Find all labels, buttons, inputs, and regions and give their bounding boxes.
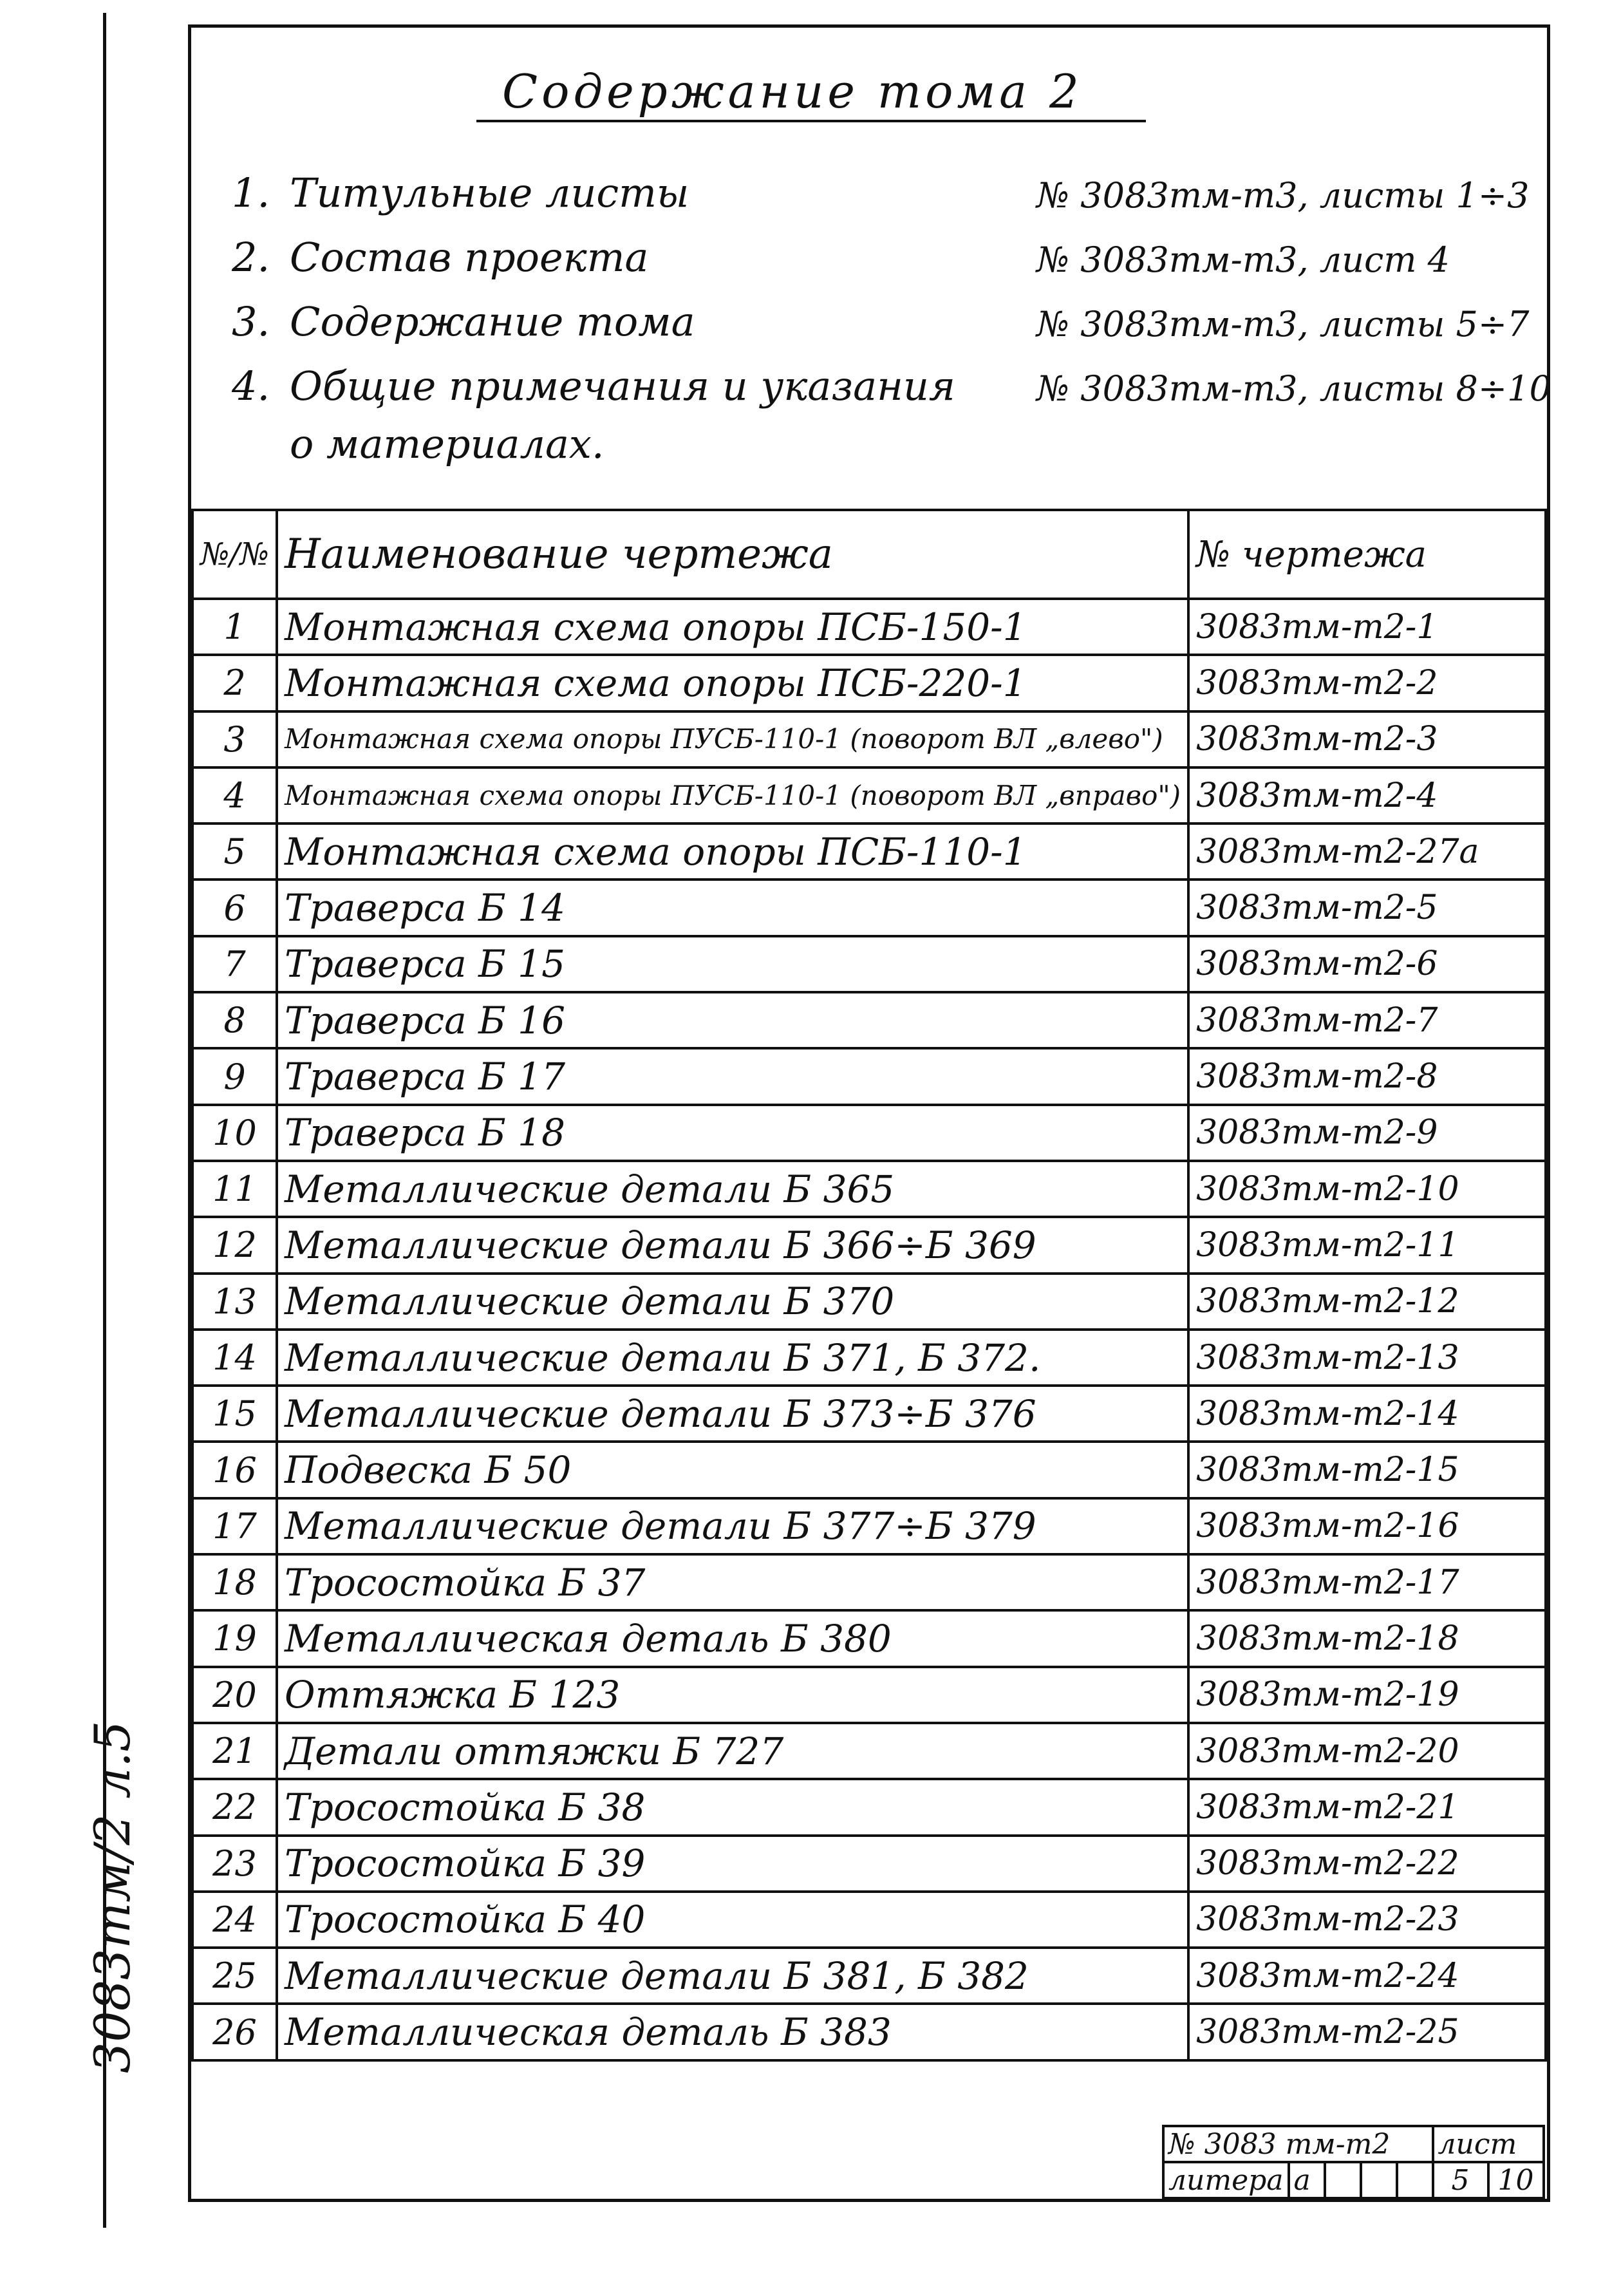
table-row — [192, 1442, 1546, 1498]
toc-item-text: Титульные листы — [290, 169, 689, 216]
drawing-name-cell: Металлические детали Б 365 — [277, 1161, 1188, 1217]
drawing-number-cell: 3083тм-т2-9 — [1188, 1105, 1546, 1161]
toc-item-continuation: о материалах. — [290, 420, 604, 467]
side-inventory-stamp: 3083тм/2 л.5 — [84, 1720, 141, 2073]
table-row — [192, 1779, 1546, 1835]
drawing-number-cell: 3083тм-т2-7 — [1188, 992, 1546, 1048]
toc-item-ref: № 3083тм-т3, листы 1÷3 — [1036, 175, 1530, 216]
row-number-cell: 14 — [192, 1330, 277, 1386]
stamp-litera-label: литера — [1163, 2162, 1289, 2198]
drawing-name-cell: Траверса Б 17 — [277, 1048, 1188, 1104]
drawing-number-cell: 3083тм-т2-5 — [1188, 880, 1546, 936]
row-number-cell: 17 — [192, 1498, 277, 1554]
title-block-stamp — [1162, 2125, 1545, 2199]
drawing-name-cell: Монтажная схема опоры ПУСБ-110-1 (поворот ВЛ „вправо") — [277, 767, 1188, 823]
header-drawing-number: № чертежа — [1188, 510, 1546, 599]
table-row — [192, 711, 1546, 767]
drawing-number-cell: 3083тм-т2-21 — [1188, 1779, 1546, 1835]
drawing-number-cell: 3083тм-т2-25 — [1188, 2004, 1546, 2060]
drawing-number-cell: 3083тм-т2-12 — [1188, 1274, 1546, 1330]
table-row — [192, 992, 1546, 1048]
stamp-litera-value: а — [1289, 2162, 1325, 2198]
row-number-cell: 12 — [192, 1217, 277, 1273]
drawing-number-cell: 3083тм-т2-19 — [1188, 1667, 1546, 1723]
table-row — [192, 1610, 1546, 1666]
toc-item-ref: № 3083тм-т3, листы 8÷10 — [1036, 368, 1551, 409]
drawing-name-cell: Монтажная схема опоры ПСБ-110-1 — [277, 823, 1188, 880]
drawing-name-cell: Металлические детали Б 373÷Б 376 — [277, 1386, 1188, 1442]
row-number-cell: 7 — [192, 936, 277, 992]
row-number-cell: 6 — [192, 880, 277, 936]
stamp-doc-number: № 3083 тм-т2 — [1163, 2126, 1433, 2162]
drawing-number-cell: 3083тм-т2-3 — [1188, 711, 1546, 767]
drawing-name-cell: Металлическая деталь Б 380 — [277, 1610, 1188, 1666]
drawing-name-cell: Тросостойка Б 40 — [277, 1892, 1188, 1948]
drawing-number-cell: 3083тм-т2-27а — [1188, 823, 1546, 880]
header-drawing-name: Наименование чертежа — [277, 510, 1188, 599]
table-row — [192, 1723, 1546, 1779]
table-row — [192, 2004, 1546, 2060]
drawing-name-cell: Траверса Б 14 — [277, 880, 1188, 936]
row-number-cell: 11 — [192, 1161, 277, 1217]
drawing-name-cell: Траверса Б 15 — [277, 936, 1188, 992]
row-number-cell: 3 — [192, 711, 277, 767]
toc-item — [232, 361, 955, 412]
stamp-sheets-total: 10 — [1488, 2162, 1544, 2198]
drawing-name-cell: Металлические детали Б 381, Б 382 — [277, 1948, 1188, 2004]
table-row — [192, 1554, 1546, 1610]
row-number-cell: 9 — [192, 1048, 277, 1104]
table-row — [192, 1161, 1546, 1217]
toc-item-number: 2. — [232, 234, 270, 281]
table-body — [192, 599, 1546, 2060]
table-row — [192, 1105, 1546, 1161]
table-row — [192, 1386, 1546, 1442]
drawing-name-cell: Металлические детали Б 371, Б 372. — [277, 1330, 1188, 1386]
row-number-cell: 2 — [192, 655, 277, 711]
stamp-sheet-label: лист — [1433, 2126, 1544, 2162]
table-row — [192, 655, 1546, 711]
drawing-number-cell: 3083тм-т2-13 — [1188, 1330, 1546, 1386]
row-number-cell: 25 — [192, 1948, 277, 2004]
row-number-cell: 26 — [192, 2004, 277, 2060]
row-number-cell: 23 — [192, 1836, 277, 1892]
row-number-cell: 5 — [192, 823, 277, 880]
stamp-sheet-number: 5 — [1433, 2162, 1488, 2198]
table-row — [192, 823, 1546, 880]
toc-item-ref: № 3083тм-т3, лист 4 — [1036, 240, 1450, 280]
drawing-number-cell: 3083тм-т2-1 — [1188, 599, 1546, 655]
drawing-name-cell: Тросостойка Б 38 — [277, 1779, 1188, 1835]
table-row — [192, 767, 1546, 823]
toc-item-text: Состав проекта — [290, 234, 649, 281]
drawing-number-cell: 3083тм-т2-10 — [1188, 1161, 1546, 1217]
drawing-name-cell: Тросостойка Б 37 — [277, 1554, 1188, 1610]
drawing-number-cell: 3083тм-т2-17 — [1188, 1554, 1546, 1610]
drawing-number-cell: 3083тм-т2-23 — [1188, 1892, 1546, 1948]
drawing-name-cell: Подвеска Б 50 — [277, 1442, 1188, 1498]
row-number-cell: 4 — [192, 767, 277, 823]
table-header-row — [192, 510, 1546, 599]
row-number-cell: 16 — [192, 1442, 277, 1498]
row-number-cell: 24 — [192, 1892, 277, 1948]
toc-item-number: 4. — [232, 362, 270, 409]
drawing-number-cell: 3083тм-т2-11 — [1188, 1217, 1546, 1273]
toc-item-text: Общие примечания и указания — [290, 362, 955, 409]
drawing-number-cell: 3083тм-т2-2 — [1188, 655, 1546, 711]
row-number-cell: 20 — [192, 1667, 277, 1723]
row-number-cell: 21 — [192, 1723, 277, 1779]
drawing-number-cell: 3083тм-т2-18 — [1188, 1610, 1546, 1666]
row-number-cell: 13 — [192, 1274, 277, 1330]
table-row — [192, 880, 1546, 936]
drawing-name-cell: Детали оттяжки Б 727 — [277, 1723, 1188, 1779]
drawing-name-cell: Монтажная схема опоры ПСБ-220-1 — [277, 655, 1188, 711]
drawing-number-cell: 3083тм-т2-22 — [1188, 1836, 1546, 1892]
drawing-number-cell: 3083тм-т2-15 — [1188, 1442, 1546, 1498]
drawing-name-cell: Траверса Б 16 — [277, 992, 1188, 1048]
toc-item-text: Содержание тома — [290, 298, 695, 345]
toc-item — [232, 167, 689, 219]
toc-item-number: 3. — [232, 298, 270, 345]
table-row — [192, 1892, 1546, 1948]
row-number-cell: 10 — [192, 1105, 277, 1161]
row-number-cell: 18 — [192, 1554, 277, 1610]
toc-item-number: 1. — [232, 169, 270, 216]
row-number-cell: 22 — [192, 1779, 277, 1835]
title-underline — [476, 120, 1146, 122]
table-row — [192, 1330, 1546, 1386]
toc-item — [232, 296, 695, 348]
stamp-empty-cell — [1325, 2162, 1361, 2198]
drawing-name-cell: Траверса Б 18 — [277, 1105, 1188, 1161]
drawing-name-cell: Тросостойка Б 39 — [277, 1836, 1188, 1892]
drawing-name-cell: Оттяжка Б 123 — [277, 1667, 1188, 1723]
header-number: №/№ — [192, 510, 277, 599]
toc-item — [232, 232, 648, 283]
drawing-name-cell: Монтажная схема опоры ПСБ-150-1 — [277, 599, 1188, 655]
drawing-number-cell: 3083тм-т2-24 — [1188, 1948, 1546, 2004]
drawings-table — [191, 509, 1547, 2062]
table-row — [192, 1048, 1546, 1104]
row-number-cell: 1 — [192, 599, 277, 655]
drawing-number-cell: 3083тм-т2-14 — [1188, 1386, 1546, 1442]
drawing-number-cell: 3083тм-т2-20 — [1188, 1723, 1546, 1779]
row-number-cell: 8 — [192, 992, 277, 1048]
toc-item-ref: № 3083тм-т3, листы 5÷7 — [1036, 304, 1530, 344]
drawing-name-cell: Металлические детали Б 377÷Б 379 — [277, 1498, 1188, 1554]
page-title: Содержание тома 2 — [502, 64, 1083, 118]
stamp-empty-cell — [1397, 2162, 1433, 2198]
table-row — [192, 1274, 1546, 1330]
table-row — [192, 599, 1546, 655]
drawing-name-cell: Металлические детали Б 366÷Б 369 — [277, 1217, 1188, 1273]
table-row — [192, 1667, 1546, 1723]
table-row — [192, 1217, 1546, 1273]
drawing-name-cell: Монтажная схема опоры ПУСБ-110-1 (поворот ВЛ „влево") — [277, 711, 1188, 767]
table-row — [192, 1836, 1546, 1892]
stamp-empty-cell — [1361, 2162, 1397, 2198]
table-row — [192, 1948, 1546, 2004]
row-number-cell: 15 — [192, 1386, 277, 1442]
drawing-name-cell: Металлические детали Б 370 — [277, 1274, 1188, 1330]
drawing-number-cell: 3083тм-т2-4 — [1188, 767, 1546, 823]
drawing-number-cell: 3083тм-т2-6 — [1188, 936, 1546, 992]
drawing-number-cell: 3083тм-т2-16 — [1188, 1498, 1546, 1554]
table-row — [192, 1498, 1546, 1554]
table-row — [192, 936, 1546, 992]
drawing-number-cell: 3083тм-т2-8 — [1188, 1048, 1546, 1104]
row-number-cell: 19 — [192, 1610, 277, 1666]
drawing-name-cell: Металлическая деталь Б 383 — [277, 2004, 1188, 2060]
